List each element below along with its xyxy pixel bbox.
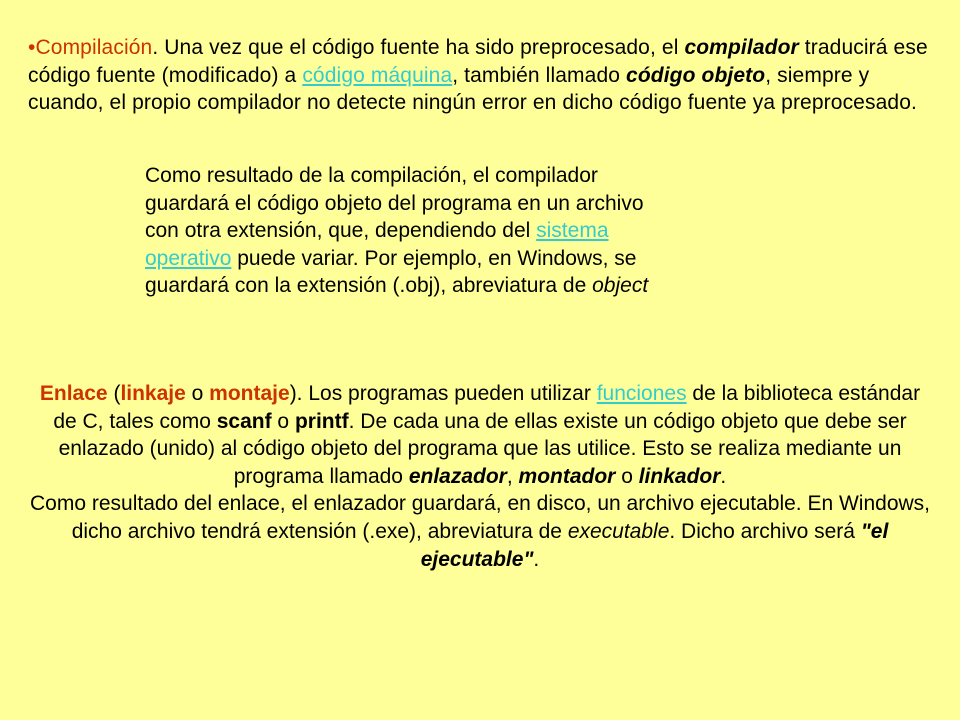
compilacion-heading: Compilación [35, 36, 153, 59]
codigo-objeto-term: código objeto [626, 63, 766, 87]
compilacion-paragraph [28, 34, 934, 117]
scanf-term: scanf [216, 409, 272, 433]
object-term: object [592, 274, 649, 298]
montador-term: montador [518, 464, 616, 488]
compilacion-text-2: traducirá ese código fuente (modificado) a [28, 36, 928, 87]
compilacion-text-4: , siempre y cuando, el propio compilador no detecte ningún error en dicho código fuente ya preprocesado. [28, 63, 917, 115]
compilacion-text-3: , también llamado [452, 63, 627, 87]
sistema-operativo-link[interactable]: sistema operativo [145, 219, 609, 270]
compilacion-text-1: . Una vez que el código fuente ha sido preprocesado, el [152, 36, 685, 59]
codigo-maquina-link[interactable]: código máquina [302, 63, 453, 87]
resultado-text-2: puede variar. Por ejemplo, en Windows, se guardará con la extensión (.obj), abreviatura de [145, 246, 637, 298]
enlazador-term: enlazador [408, 464, 507, 488]
montaje-term: montaje [209, 382, 290, 405]
enlace-text-2: o [185, 382, 210, 405]
enlace-text-1: ( [107, 382, 121, 405]
enlace-text-4: de la biblioteca estándar de C, tales como [53, 382, 921, 433]
enlace-heading: Enlace [39, 382, 108, 405]
linkador-term: linkador [638, 464, 721, 488]
enlace-text-3: ). Los programas pueden utilizar [289, 382, 597, 405]
linkaje-term: linkaje [120, 382, 186, 405]
executable-term: executable [567, 519, 670, 543]
resultado-compilacion-paragraph [145, 162, 673, 300]
compilador-term: compilador [684, 36, 799, 59]
resultado-text-1: Como resultado de la compilación, el compilador guardará el código objeto del programa en un archivo con otra extensión, que, dependiendo del [145, 164, 644, 243]
enlace-text-9: . [720, 464, 727, 488]
bullet: • [28, 36, 36, 59]
enlace-text-5: o [271, 409, 295, 433]
enlace-text-6: . De cada una de ellas existe un código objeto que debe ser enlazado (unido) al código objeto del programa que las utilice. Esto se realiza mediante un programa llamado [58, 409, 907, 488]
enlace-text-7: , [506, 464, 519, 488]
enlace-text-8: o [615, 464, 639, 488]
funciones-link[interactable]: funciones [596, 382, 687, 405]
enlace-text-11: . Dicho archivo será [669, 519, 861, 543]
enlace-paragraph [28, 380, 932, 573]
enlace-text-10: Como resultado del enlace, el enlazador guardará, en disco, un archivo ejecutable. En Windows, dicho archivo tendrá extensión (.exe), abreviatura de [29, 492, 931, 543]
printf-term: printf [294, 409, 349, 433]
enlace-text-12: . [533, 547, 540, 571]
el-ejecutable-term: "el ejecutable" [420, 519, 889, 571]
